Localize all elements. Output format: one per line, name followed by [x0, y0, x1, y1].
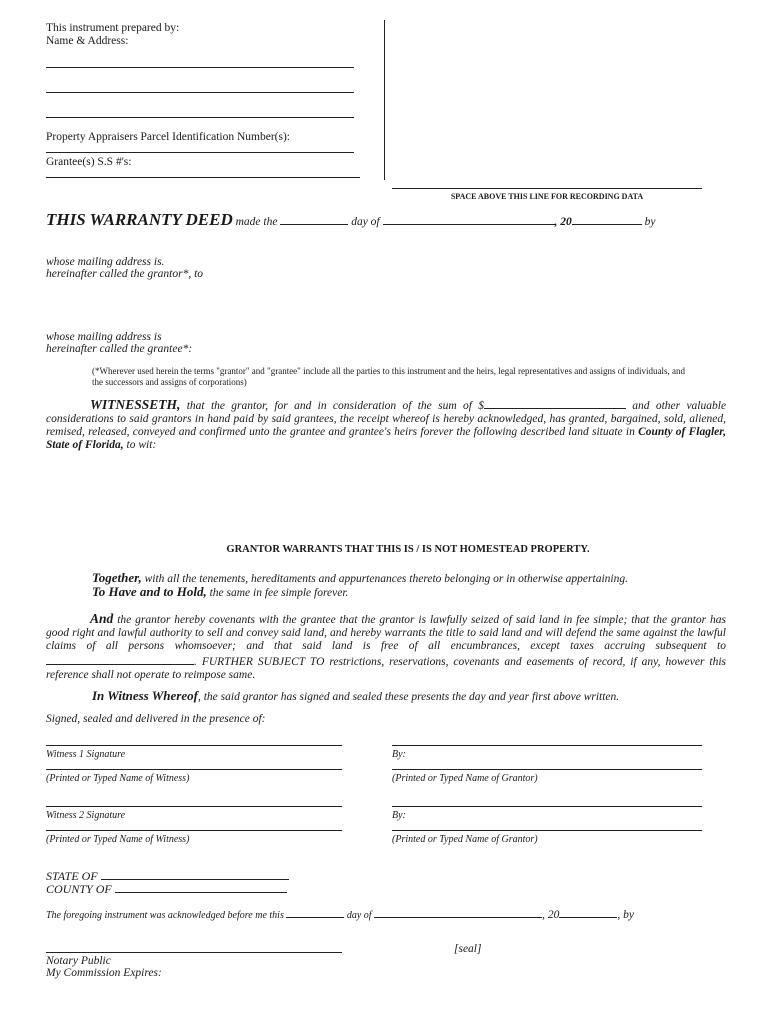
witness-whereof-line — [92, 688, 619, 704]
title-by-text: by — [644, 216, 656, 228]
year-prefix-text: , 20 — [554, 216, 572, 228]
witness1-printed-label: (Printed or Typed Name of Witness) — [46, 773, 190, 784]
county-of-label: COUNTY OF — [46, 882, 112, 896]
together-text: with all the tenements, hereditaments and appurtenances thereto belonging or in otherwise appertaining. — [144, 573, 628, 585]
deed-title: THIS WARRANTY DEED — [46, 210, 233, 229]
grantor1-printed-label: (Printed or Typed Name of Grantor) — [392, 773, 538, 784]
made-the-text: made the — [235, 216, 278, 228]
witnesseth-paragraph — [46, 397, 726, 452]
parcel-id-label: Property Appraisers Parcel Identification Number(s): — [46, 131, 290, 143]
ack-day-blank[interactable] — [286, 906, 344, 918]
commission-expires-label: My Commission Expires: — [46, 967, 162, 979]
witness-whereof-text: , the said grantor has signed and sealed these presents the day and year first above written. — [197, 691, 620, 703]
together-lead: Together, — [92, 570, 142, 585]
grantor2-by-label: By: — [392, 810, 406, 821]
witness1-printed-line[interactable] — [46, 769, 342, 770]
deed-title-line — [46, 210, 656, 230]
recording-line — [392, 188, 702, 189]
ack-day-of: day of — [346, 910, 372, 921]
covenant-paragraph — [46, 612, 726, 682]
ack-month-blank[interactable] — [374, 906, 542, 918]
to-have-line — [92, 584, 348, 600]
witness1-label: Witness 1 Signature — [46, 749, 126, 760]
made-month-blank[interactable] — [383, 213, 555, 225]
to-wit: to wit: — [126, 439, 157, 451]
witness2-label: Witness 2 Signature — [46, 810, 126, 821]
grantor2-signature-line[interactable] — [392, 806, 702, 807]
ack-text: The foregoing instrument was acknowledged before me this — [46, 910, 284, 921]
made-year-blank[interactable] — [572, 213, 642, 225]
consideration-amount-blank[interactable] — [484, 397, 626, 409]
to-have-lead: To Have and to Hold, — [92, 584, 207, 599]
county-of-line — [46, 881, 287, 897]
grantor1-by-label: By: — [392, 749, 406, 760]
witness2-printed-label: (Printed or Typed Name of Witness) — [46, 834, 190, 845]
grantee-mailing: whose mailing address is — [46, 331, 162, 343]
grantor1-printed-line[interactable] — [392, 769, 702, 770]
covenant-lead: And — [90, 611, 114, 626]
definitions-footnote: (*Wherever used herein the terms "grantor" and "grantee" include all the parties to this instrument and the heirs, legal representatives and assigns of individuals, and the successors and assigns of corporations) — [92, 366, 686, 387]
grantor2-printed-label: (Printed or Typed Name of Grantor) — [392, 834, 538, 845]
county-state: County of Flagler, State of Florida, — [46, 426, 726, 451]
covenant-text: the grantor hereby covenants with the grantee that the grantor is lawfully seized of said land in fee simple; that the grantor has good right and lawful authority to sell and convey said land, and hereby warrants the title to said land and will defend the same against the lawful claims of all persons whomsoever; and that said land is free of all encumbrances, except taxes accruing subsequent to — [46, 614, 726, 652]
grantor2-printed-line[interactable] — [392, 830, 702, 831]
signed-sealed-label: Signed, sealed and delivered in the presence of: — [46, 713, 266, 725]
notary-signature-line[interactable] — [46, 952, 342, 953]
witness-whereof-lead: In Witness Whereof — [92, 688, 198, 703]
preparer-line-2[interactable] — [46, 92, 354, 93]
prepared-by-label: This instrument prepared by: — [46, 22, 180, 34]
covenant-text-end: . FURTHER SUBJECT TO restrictions, reservations, covenants and easements of record, if any, however this reference shall not operate to reimpose same. — [46, 656, 726, 681]
preparer-line-3[interactable] — [46, 117, 354, 118]
name-address-label: Name & Address: — [46, 35, 129, 47]
day-of-text: day of — [351, 216, 380, 228]
dollar-sign: $ — [478, 400, 484, 412]
witness1-signature-line[interactable] — [46, 745, 342, 746]
to-have-text: the same in fee simple forever. — [209, 587, 349, 599]
grantor-mailing: whose mailing address is. — [46, 256, 165, 268]
grantor1-signature-line[interactable] — [392, 745, 702, 746]
seal-label: [seal] — [454, 943, 482, 955]
ack-year-blank[interactable] — [559, 906, 617, 918]
notary-public-label: Notary Public — [46, 955, 111, 967]
recording-note: SPACE ABOVE THIS LINE FOR RECORDING DATA — [450, 192, 644, 201]
acknowledgment-line — [46, 906, 634, 921]
preparer-line-1[interactable] — [46, 67, 354, 68]
taxes-year-blank[interactable] — [46, 653, 194, 665]
parcel-id-line[interactable] — [46, 152, 354, 153]
grantee-ss-line[interactable] — [46, 177, 360, 178]
county-blank[interactable] — [115, 881, 287, 893]
witness2-signature-line[interactable] — [46, 806, 342, 807]
witnesseth-text-1: that the grantor, for and in consideration of the sum of — [186, 400, 472, 412]
grantee-ss-label: Grantee(s) S.S #'s: — [46, 156, 132, 168]
recording-divider — [384, 20, 385, 180]
homestead-statement: GRANTOR WARRANTS THAT THIS IS / IS NOT HOMESTEAD PROPERTY. — [226, 544, 590, 555]
made-day-blank[interactable] — [280, 213, 348, 225]
state-blank[interactable] — [101, 868, 289, 880]
ack-year-prefix: , 20 — [542, 909, 560, 921]
grantor-called: hereinafter called the grantor*, to — [46, 268, 204, 280]
witnesseth-lead: WITNESSETH, — [90, 397, 181, 412]
ack-by: , by — [617, 909, 634, 921]
grantee-called: hereinafter called the grantee*: — [46, 343, 193, 355]
state-of-label: STATE OF — [46, 869, 98, 883]
witness2-printed-line[interactable] — [46, 830, 342, 831]
witnesseth-text-2: and other valuable considerations to said grantors in hand paid by said grantees, the receipt whereof is hereby acknowledged, has granted, bargained, sold, aliened, remised, released, conveyed and confirmed unto the grantee and grantee's heirs forever the following described land situate in — [46, 400, 727, 438]
